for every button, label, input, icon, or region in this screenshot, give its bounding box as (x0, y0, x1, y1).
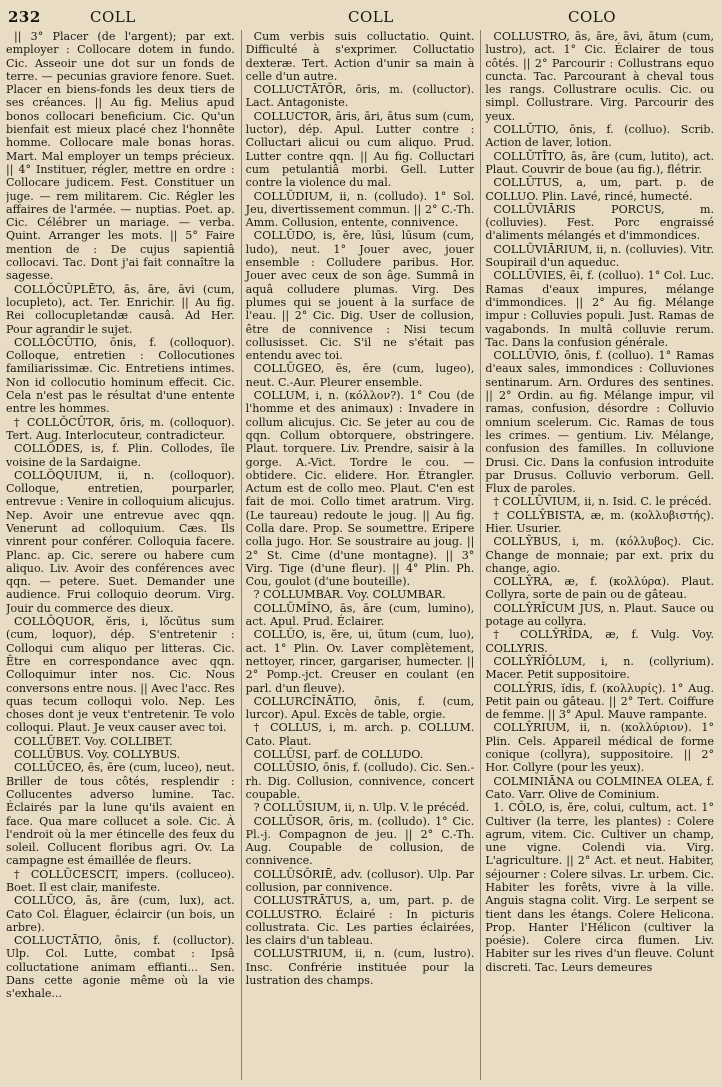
dictionary-entry: COLLŶRA, æ, f. (κολλύρα). Plaut. Collyra, sorte de pain ou de gâteau. (485, 575, 715, 602)
dictionary-entry: COLLŪVIO, ōnis, f. (colluo). 1° Ramas d'eaux sales, immondices : Colluviones sentinarum. Arn. Ordures des sentines. || 2° Ordin. au fig. Mélange impur, vil ramas, confusion, désordre : Colluvio omnium scelerum. Cic. Ramas de tous les crimes. — gentium. Liv. Mélange, confusion des familles. In colluvione Drusi. Cic. Dans la confusion introduite par Drusus. Colluvio verborum. Gell. Flux de paroles. (485, 349, 715, 496)
dictionary-entry: COLLUSTRĀTUS, a, um, part. p. de COLLUSTRO. Éclairé : In picturis collustrata. Cic. Les parties éclairées, les clairs d'un tableau. (245, 894, 475, 948)
dictionary-entry: † COLLŪCESCIT, impers. (colluceo). Boet. Il est clair, manifeste. (6, 867, 235, 894)
dictionary-entry: ? COLLŪSIUM, ii, n. Ulp. V. le précéd. (253, 801, 470, 815)
dictionary-entry: † COLLŪVIUM, ii, n. Isid. C. le précéd. (493, 495, 712, 509)
dictionary-entry: COLLŎCŬPLĒTO, ās, āre, āvi (cum, locupleto), act. Ter. Enrichir. || Au fig. Rei collocupletandæ causâ. Ad Her. Pour agrandir le sujet. (6, 282, 235, 336)
dictionary-entry: COLLŪMĬNO, ās, āre (cum, lumino), act. Apul. Prud. Éclairer. (245, 601, 475, 629)
column-2 (241, 30, 475, 1080)
dictionary-entry: COLLŪCO, ās, āre (cum, lux), act. Cato Col. Élaguer, éclaircir (un bois, un arbre). (6, 894, 235, 934)
dictionary-entry: ? COLLUMBAR. Voy. COLUMBAR. (253, 588, 446, 602)
dictionary-entry: COLLŪSOR, ōris, m. (colludo). 1° Cic. Pl.-j. Compagnon de jeu. || 2° C.-Th. Aug. Coupable de collusion, de connivence. (245, 814, 475, 868)
dictionary-entry: Cum verbis suis colluctatio. Quint. Difficulté à s'exprimer. Colluctatio dexteræ. Tert. Action d'unir sa main à celle d'un autre. (245, 30, 475, 83)
dictionary-entry: COLLŪDO, is, ĕre, lūsi, lūsum (cum, ludo), neut. 1° Jouer avec, jouer ensemble : Colludere paribus. Hor. Jouer avec ceux de son âge. Summâ in aquâ colludere plumas. Virg. Des plumes qui se jouent à la surface de l'eau. || 2° Cic. Dig. User de collusion, être de connivence : Nisi tecum collusisset. Cic. S'il ne s'était pas entendu avec toi. (245, 229, 475, 363)
dictionary-entry: COLLURCĬNĀTIO, ōnis, f. (cum, lurcor). Apul. Excès de table, orgie. (245, 694, 475, 722)
dictionary-entry: COLLŪTIO, ōnis, f. (colluo). Scrib. Action de laver, lotion. (485, 123, 715, 150)
dictionary-entry: COLLŪVIES, ēi, f. (colluo). 1° Col. Luc. Ramas d'eaux impures, mélange d'immondices. || 2° Au fig. Mélange impur : Colluvies populi. Just. Ramas de vagabonds. In multâ colluvie rerum. Tac. Dans la confusion générale. (485, 269, 715, 349)
dictionary-entry: COLMINIĀNA ou COLMINEA OLEA, f. Cato. Varr. Olive de Cominium. (485, 774, 715, 801)
running-head-right: COLO (568, 8, 617, 26)
dictionary-entry: † COLLŶRĬDA, æ, f. Vulg. Voy. COLLYRIS. (485, 628, 715, 655)
dictionary-entry: COLLŎCŪTIO, ōnis, f. (colloquor). Colloque, entretien : Collocutiones familiarissimæ. Cic. Entretiens intimes. Non id collocutio hominum effecit. Cic. Cela n'est pas le résultat d'une entente entre les hommes. (6, 335, 235, 416)
dictionary-entry: COLLUCTĀTIO, ōnis, f. (colluctor). Ulp. Col. Lutte, combat : Ipsâ colluctatione animam effianti... Sen. Dans cette agonie même où la vie s'exhale... (6, 934, 235, 1001)
dictionary-entry: COLLUCTOR, āris, āri, ātus sum (cum, luctor), dép. Apul. Lutter contre : Colluctari alicui ou cum aliquo. Prud. Lutter contre qqn. || Au fig. Colluctari cum petulantiâ morbi. Gell. Lutter contre la violence du mal. (245, 109, 475, 190)
dictionary-entry: || 3° Placer (de l'argent); par ext. employer : Collocare dotem in fundo. Cic. Asseoir une dot sur un fonds de terre. — pecunias graviore fenore. Suet. Placer en biens-fonds les deux tiers de ses créances. || Au fig. Melius apud bonos collocari beneficium. Cic. Qu'un bienfait est mieux placé chez l'honnête homme. Collocare male bonas horas. Mart. Mal employer un temps précieux. || 4° Instituer, régler, mettre en ordre : Collocare judicem. Fest. Constituer un juge. — rem militarem. Cic. Régler les affaires de l'armée. — nuptias. Poet. ap. Cic. Célébrer un mariage. — verba. Quint. Arranger les mots. || 5° Faire mention de : De cujus sapientiâ collocavi. Tac. Dont j'ai fait connaître la sagesse. (6, 30, 235, 283)
dictionary-entry: COLLUM, i, n. (κόλλον?). 1° Cou (de l'homme et des animaux) : Invadere in collum alicujus. Cic. Se jeter au cou de qqn. Collum obtorquere, obstringere. Plaut. torquere. Liv. Prendre, saisir à la gorge. A.-Vict. Tordre le cou. — obtidere. Cic. elidere. Hor. Étrangler. Actum est de collo meo. Plaut. C'en est fait de moi. Collo timet aratrum. Virg. (Le taureau) redoute le joug. || Au fig. Colla dare. Prop. Se soumettre. Eripere colla jugo. Hor. Se soustraire au joug. || 2° St. Cime (d'une montagne). || 3° Virg. Tige (d'une fleur). || 4° Plin. Ph. Cou, goulot (d'une bouteille). (245, 389, 475, 589)
dictionary-entry: COLLŪSIO, ōnis, f. (colludo). Cic. Sen.-rh. Dig. Collusion, connivence, concert coupable. (245, 761, 475, 801)
running-head-center: COLL (348, 8, 394, 26)
dictionary-entry: COLLŶRIS, ĭdis, f. (κολλυρίς). 1° Aug. Petit pain ou gâteau. || 2° Tert. Coiffure de femme. || 3° Apul. Mauve rampante. (485, 681, 715, 722)
dictionary-entry: COLLŎQUOR, ĕris, i, lŏcūtus sum (cum, loquor), dép. S'entretenir : Colloqui cum aliquo per litteras. Cic. Être en correspondance avec qqn. Colloquimur inter nos. Cic. Nous conversons entre nous. || Avec l'acc. Res quas tecum colloqui volo. Nep. Les choses dont je veux t'entretenir. Te volo colloqui. Plaut. Je veux causer avec toi. (6, 615, 235, 735)
column-1 (6, 30, 235, 1080)
dictionary-entry: COLLŪBET. Voy. COLLIBET. (14, 734, 173, 748)
dictionary-entry: COLLŪGEO, ēs, ēre (cum, lugeo), neut. C.-Aur. Pleurer ensemble. (245, 362, 475, 389)
running-header (6, 6, 714, 28)
page-number: 232 (8, 8, 41, 26)
dictionary-entry: COLLŶRĬŎLUM, i, n. (collyrium). Macer. Petit suppositoire. (485, 654, 715, 682)
dictionary-entry: COLLŶRIUM, ii, n. (κολλύριον). 1° Plin. Cels. Appareil médical de forme conique (collyra), suppositoire. || 2° Hor. Collyre (pour les yeux). (485, 721, 715, 775)
dictionary-entry: COLLŪVIĀRIS PORCUS, m. (colluvies). Fest. Porc engraissé d'aliments mélangés et d'immondices. (485, 202, 715, 243)
dictionary-entry: COLLUSTRO, ās, āre, āvi, ātum (cum, lustro), act. 1° Cic. Éclairer de tous côtés. || 2° Parcourir : Collustrans equo cuncta. Tac. Parcourant à cheval tous les rangs. Collustrare oculis. Cic. ou simpl. Collustrare. Virg. Parcourir des yeux. (485, 30, 715, 123)
dictionary-entry: COLLŪVIĀRIUM, ii, n. (colluvies). Vitr. Soupirail d'un aqueduc. (485, 242, 715, 270)
running-head-left: COLL (90, 8, 136, 26)
dictionary-entry: † COLLŶBISTA, æ, m. (κολλυβιστής). Hier. Usurier. (485, 508, 715, 535)
dictionary-entry: COLLŎQUIUM, ii, n. (colloquor). Colloque, entretien, pourparler, entrevue : Venire in colloquium alicujus. Nep. Avoir une entrevue avec qqn. Venerunt ad colloquium. Cæs. Ils vinrent pour conférer. Colloquia facere. Planc. ap. Cic. serere ou habere cum aliquo. Liv. Avoir des conférences avec qqn. — petere. Suet. Demander une audience. Frui colloquio deorum. Virg. Jouir du commerce des dieux. (6, 468, 235, 615)
dictionary-entry: COLLŌDES, is, f. Plin. Collodes, île voisine de la Sardaigne. (6, 442, 235, 469)
dictionary-entry: COLLŪDIUM, ii, n. (colludo). 1° Sol. Jeu, divertissement commun. || 2° C.-Th. Amm. Collusion, entente, connivence. (245, 189, 475, 230)
dictionary-entry: COLLŪTUS, a, um, part. p. de COLLUO. Plin. Lavé, rincé, humecté. (485, 176, 715, 203)
dictionary-entry: COLLŪSI, parf. de COLLUDO. (253, 748, 424, 762)
entry-columns (6, 30, 714, 1080)
dictionary-entry: † COLLUS, i, m. arch. p. COLLUM. Cato. Plaut. (245, 721, 475, 748)
dictionary-entry: COLLUCTĀTŎR, ōris, m. (colluctor). Lact. Antagoniste. (245, 83, 475, 110)
dictionary-entry: 1. CŎLO, is, ĕre, colui, cultum, act. 1° Cultiver (la terre, les plantes) : Colere agrum, vitem. Cic. Cultiver un champ, une vigne. Colendi via. Virg. L'agriculture. || 2° Act. et neut. Habiter, séjourner : Colere silvas. Lr. urbem. Cic. Habiter les forêts, vivre à la ville. Anguis stagna colit. Virg. Le serpent se tient dans les étangs. Colere Helicona. Prop. Hanter l'Hélicon (cultiver la poésie). Colere circa flumen. Liv. Habiter sur les rives d'un fleuve. Colunt discreti. Tac. Leurs demeures (485, 801, 715, 974)
dictionary-entry: COLLŪBUS. Voy. COLLYBUS. (14, 748, 181, 762)
dictionary-entry: COLLŪSŌRIĒ, adv. (collusor). Ulp. Par collusion, par connivence. (245, 867, 475, 894)
column-3 (480, 30, 714, 1080)
dictionary-entry: COLLŪCEO, ēs, ēre (cum, luceo), neut. Briller de tous côtés, resplendir : Collucentes adverso lumine. Tac. Éclairés par la lune qu'ils avaient en face. Qua mare collucet a sole. Cic. À l'endroit où la mer étincelle des feux du soleil. Collucent floribus agri. Ov. La campagne est émaillée de fleurs. (6, 761, 235, 868)
dictionary-entry: COLLŬO, is, ĕre, ui, ūtum (cum, luo), act. 1° Plin. Ov. Laver complètement, nettoyer, rincer, gargariser, humecter. || 2° Pomp.-jct. Creuser en coulant (en parl. d'un fleuve). (245, 628, 475, 695)
dictionary-entry: COLLUSTRIUM, ii, n. (cum, lustro). Insc. Confrérie instituée pour la lustration des champs. (245, 947, 475, 988)
dictionary-entry: COLLŪTĪTO, ās, āre (cum, lutito), act. Plaut. Couvrir de boue (au fig.), flétrir. (485, 149, 715, 176)
dictionary-entry: COLLŶBUS, i, m. (κόλλυβος). Cic. Change de monnaie; par ext. prix du change, agio. (485, 535, 715, 575)
dictionary-entry: COLLŶRĬCUM JUS, n. Plaut. Sauce ou potage au collyra. (485, 601, 715, 629)
dictionary-entry: † COLLŎCŪTOR, ōris, m. (colloquor). Tert. Aug. Interlocuteur, contradicteur. (6, 415, 235, 442)
